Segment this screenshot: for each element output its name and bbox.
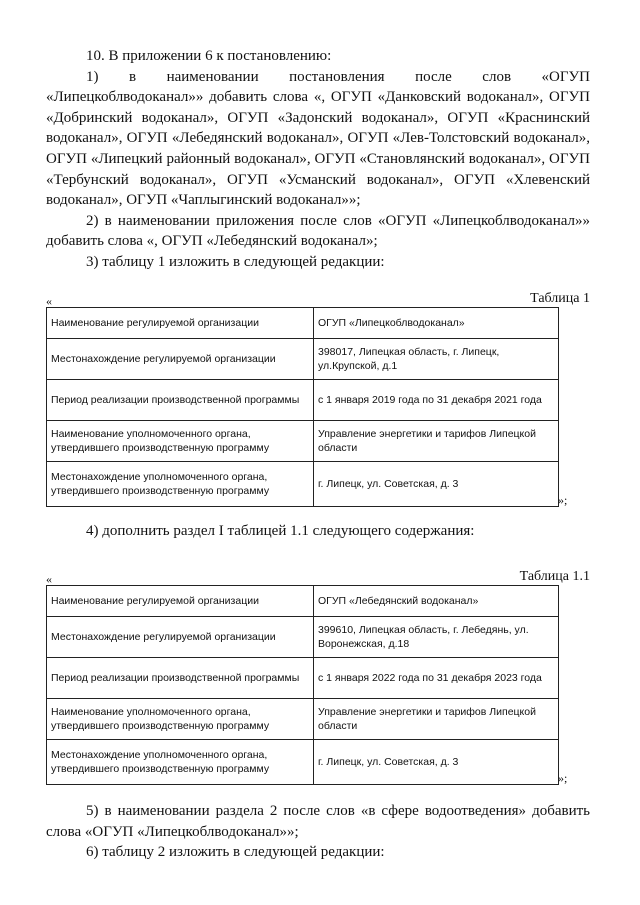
paragraph-4: 4) дополнить раздел I таблицей 1.1 следующего содержания: [86,522,475,539]
table-1-caption: Таблица 1 [530,290,590,306]
table-2-caption-row [46,569,590,585]
table-cell-label: Наименование уполномоченного органа, утвердившего производственную программу [47,420,314,461]
table-row [47,379,559,420]
paragraph-3: 3) таблицу 1 изложить в следующей редакции: [86,253,385,270]
table-cell-value: 398017, Липецкая область, г. Липецк, ул.Крупской, д.1 [314,338,559,379]
table-2-caption: Таблица 1.1 [519,569,590,585]
table-2-block [46,569,590,785]
table-cell-value: ОГУП «Липецкоблводоканал» [314,307,559,338]
table-row [47,740,559,785]
paragraph-1: 1) в наименовании постановления после слов «ОГУП «Липецкоблводоканал»» добавить слова «, ОГУП «Данковский водоканал», ОГУП «Добринский водоканал», ОГУП «Задонский водоканал», ОГУП «Краснинский водоканал», ОГУП «Лебедянский водоканал», ОГУП «Лев-Толстовский водоканал», ОГУП «Липецкий районный водоканал», ОГУП «Становлянский водоканал», ОГУП «Тербунский водоканал», ОГУП «Усманский водоканал», ОГУП «Хлевенский водоканал», ОГУП «Чаплыгинский водоканал»»; [46,68,590,209]
table-cell-label: Период реализации производственной программы [47,379,314,420]
table-row [47,338,559,379]
table-row [47,658,559,699]
document-page [46,46,590,863]
paragraph-5: 5) в наименовании раздела 2 после слов «в сфере водоотведения» добавить слова «ОГУП «Липецкоблводоканал»»; [46,803,590,840]
table-cell-value: с 1 января 2019 года по 31 декабря 2021 года [314,379,559,420]
table-1-close-quote: »; [558,492,568,507]
table-cell-label: Наименование регулируемой организации [47,307,314,338]
table-1-open-quote: « [46,293,52,308]
table-1 [46,307,559,507]
table-cell-value: г. Липецк, ул. Советская, д. 3 [314,461,559,506]
table-cell-label: Период реализации производственной программы [47,658,314,699]
table-2-close-quote: »; [558,771,568,786]
table-cell-label: Местонахождение регулируемой организации [47,338,314,379]
table-cell-value: с 1 января 2022 года по 31 декабря 2023 года [314,658,559,699]
table-cell-label: Местонахождение уполномоченного органа, утвердившего производственную программу [47,740,314,785]
table-row [47,461,559,506]
table-2-open-quote: « [46,572,52,587]
table-row [47,617,559,658]
table-1-block [46,291,590,507]
table-cell-label: Местонахождение регулируемой организации [47,617,314,658]
table-cell-value: Управление энергетики и тарифов Липецкой области [314,699,559,740]
paragraph-2: 2) в наименовании приложения после слов «ОГУП «Липецкоблводоканал»» добавить слова «, ОГУП «Лебедянский водоканал»; [46,212,590,250]
table-cell-label: Наименование регулируемой организации [47,586,314,617]
table-row [47,307,559,338]
table-row [47,586,559,617]
table-cell-label: Местонахождение уполномоченного органа, утвердившего производственную программу [47,461,314,506]
table-2 [46,585,559,785]
table-row [47,699,559,740]
table-row [47,420,559,461]
table-cell-value: Управление энергетики и тарифов Липецкой области [314,420,559,461]
table-cell-value: ОГУП «Лебедянский водоканал» [314,586,559,617]
item-10-heading: 10. В приложении 6 к постановлению: [86,48,332,64]
table-1-caption-row [46,291,590,307]
paragraph-6: 6) таблицу 2 изложить в следующей редакции: [86,844,385,861]
table-cell-value: г. Липецк, ул. Советская, д. 3 [314,740,559,785]
table-cell-label: Наименование уполномоченного органа, утвердившего производственную программу [47,699,314,740]
table-cell-value: 399610, Липецкая область, г. Лебедянь, ул. Воронежская, д.18 [314,617,559,658]
